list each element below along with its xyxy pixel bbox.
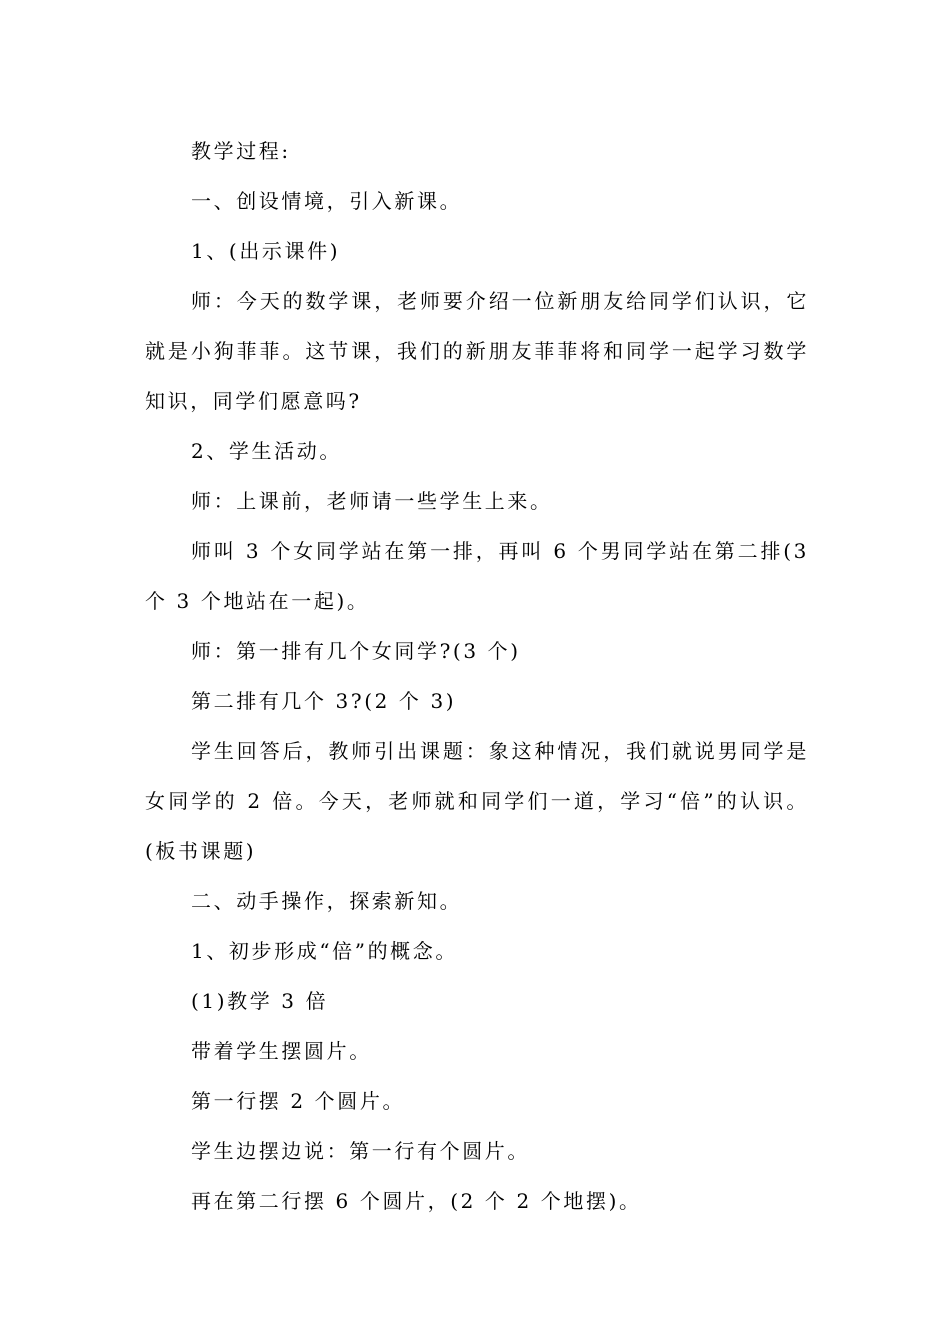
teacher-intro-paragraph: 师：今天的数学课，老师要介绍一位新朋友给同学们认识，它就是小狗菲菲。这节课，我们的新朋友菲菲将和同学一起学习数学知识，同学们愿意吗? [145,289,809,413]
activity-line-2: 第一行摆 2 个圆片。 [191,1089,406,1113]
section-heading-1: 一、创设情境，引入新课。 [191,189,463,213]
document-body [145,126,809,1226]
subsection-1: 1、初步形成“倍”的概念。 [191,939,458,963]
topic-introduction-paragraph: 学生回答后，教师引出课题：象这种情况，我们就说男同学是女同学的 2 倍。今天，老师就和同学们一道，学习“倍”的认识。(板书课题) [145,739,809,863]
teacher-question-2: 第二排有几个 3?(2 个 3) [191,689,457,713]
subsection-1-1: (1)教学 3 倍 [191,989,329,1013]
activity-line-4: 再在第二行摆 6 个圆片，(2 个 2 个地摆)。 [191,1189,642,1213]
step-1: 1、(出示课件) [191,239,341,263]
activity-line-3: 学生边摆边说：第一行有个圆片。 [191,1139,530,1163]
section-heading-teaching-process: 教学过程: [191,139,291,163]
teacher-question-1: 师：第一排有几个女同学?(3 个) [191,639,521,663]
section-heading-2: 二、动手操作，探索新知。 [191,889,463,913]
teacher-line-1: 师：上课前，老师请一些学生上来。 [191,489,553,513]
activity-line-1: 带着学生摆圆片。 [191,1039,372,1063]
step-2: 2、学生活动。 [191,439,342,463]
teacher-instruction-paragraph: 师叫 3 个女同学站在第一排，再叫 6 个男同学站在第二排(3 个 3 个地站在一起)。 [145,539,809,613]
